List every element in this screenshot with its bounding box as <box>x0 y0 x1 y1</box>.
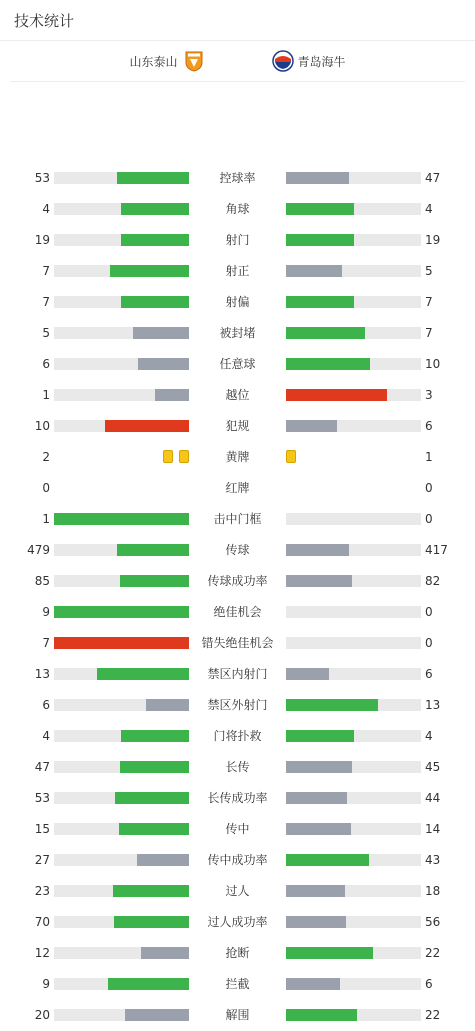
home-stat-value: 1 <box>42 388 50 402</box>
stat-label: 禁区内射门 <box>207 667 268 681</box>
away-stat-bar-fill <box>286 265 342 277</box>
away-stat-bar-fill <box>286 327 365 339</box>
home-stat-bar <box>54 606 189 618</box>
home-stat-bar <box>54 761 189 773</box>
home-stat-value: 15 <box>34 822 50 836</box>
away-stat-bar-fill <box>286 947 373 959</box>
away-stat-bar-fill <box>286 730 354 742</box>
away-stat-bar <box>286 544 421 556</box>
stat-label: 射门 <box>225 233 250 247</box>
away-stat-value: 4 <box>425 729 433 743</box>
away-stat-bar <box>286 234 421 246</box>
home-stat-value: 4 <box>42 202 50 216</box>
away-stat-value: 18 <box>425 884 441 898</box>
away-stat-bar <box>286 885 421 897</box>
away-stat-bar-fill <box>286 234 354 246</box>
home-stat-bar <box>54 668 189 680</box>
away-stat-bar <box>286 358 421 370</box>
away-stat-bar-fill <box>286 1009 357 1021</box>
stat-row <box>0 163 475 194</box>
stat-label: 传球 <box>225 543 250 557</box>
home-stat-bar-fill <box>125 1009 189 1021</box>
stat-label: 拦截 <box>225 977 250 991</box>
home-team-logo-icon <box>184 50 204 72</box>
away-stat-bar-fill <box>286 389 387 401</box>
away-stat-value: 0 <box>425 636 433 650</box>
away-team[interactable] <box>238 50 446 72</box>
stat-label: 角球 <box>225 202 250 216</box>
yellow-card-icon <box>163 450 173 463</box>
home-stat-bar <box>54 513 189 525</box>
away-stat-bar-fill <box>286 854 369 866</box>
home-stat-value: 479 <box>27 543 50 557</box>
home-stat-bar <box>54 544 189 556</box>
home-stat-bar-fill <box>114 916 189 928</box>
away-stat-value: 6 <box>425 977 433 991</box>
stat-row <box>0 504 475 535</box>
stat-label: 传中成功率 <box>207 853 268 867</box>
away-stat-value: 7 <box>425 326 433 340</box>
stat-row <box>0 659 475 690</box>
home-stat-value: 19 <box>34 233 50 247</box>
home-stat-value: 6 <box>42 698 50 712</box>
stat-row <box>0 256 475 287</box>
stat-row <box>0 783 475 814</box>
yellow-card-icon <box>286 450 296 463</box>
away-stat-bar <box>286 203 421 215</box>
away-stat-value: 14 <box>425 822 441 836</box>
away-stat-bar-fill <box>286 699 378 711</box>
stat-row <box>0 597 475 628</box>
away-stat-bar <box>286 513 421 525</box>
away-stat-bar-fill <box>286 172 349 184</box>
stat-label: 抢断 <box>225 946 250 960</box>
away-stat-bar <box>286 978 421 990</box>
home-stat-value: 9 <box>42 605 50 619</box>
away-stat-bar <box>286 265 421 277</box>
yellow-card-icon <box>179 450 189 463</box>
away-stat-bar-fill <box>286 668 329 680</box>
home-stat-value: 5 <box>42 326 50 340</box>
home-stat-value: 20 <box>34 1008 50 1022</box>
home-stat-bar <box>54 978 189 990</box>
away-stat-value: 82 <box>425 574 441 588</box>
home-stat-bar <box>54 637 189 649</box>
away-stat-bar-fill <box>286 916 346 928</box>
home-stat-bar <box>54 203 189 215</box>
away-stat-value: 13 <box>425 698 441 712</box>
stat-label: 击中门框 <box>213 512 262 526</box>
stat-row <box>0 752 475 783</box>
away-stat-bar-fill <box>286 420 337 432</box>
home-stat-bar <box>54 389 189 401</box>
stat-label: 传中 <box>225 822 250 836</box>
away-stat-value: 0 <box>425 512 433 526</box>
away-stat-bar <box>286 668 421 680</box>
home-stat-value: 12 <box>34 946 50 960</box>
stat-label: 被封堵 <box>219 326 256 340</box>
away-stat-bar <box>286 575 421 587</box>
home-stat-bar <box>54 358 189 370</box>
home-stat-bar-fill <box>121 203 189 215</box>
stat-label: 任意球 <box>219 357 256 371</box>
home-stat-bar-fill <box>115 792 189 804</box>
away-team-name: 青岛海牛 <box>297 54 346 69</box>
home-stat-bar <box>54 172 189 184</box>
stat-label: 红牌 <box>225 481 250 495</box>
home-stat-bar <box>54 420 189 432</box>
away-stat-value: 5 <box>425 264 433 278</box>
home-stat-bar <box>54 1009 189 1021</box>
home-stat-bar-fill <box>120 575 189 587</box>
home-stat-bar <box>54 885 189 897</box>
away-stat-value: 44 <box>425 791 441 805</box>
home-stat-bar-fill <box>54 637 189 649</box>
home-stat-bar-fill <box>105 420 189 432</box>
home-stat-bar-fill <box>121 234 189 246</box>
away-stat-value: 10 <box>425 357 441 371</box>
stat-label: 解围 <box>225 1008 250 1022</box>
away-stat-bar <box>286 172 421 184</box>
home-stat-bar-fill <box>137 854 189 866</box>
away-stat-bar-fill <box>286 792 347 804</box>
away-stat-value: 6 <box>425 667 433 681</box>
stat-label: 犯规 <box>225 419 250 433</box>
stat-label: 过人成功率 <box>207 915 268 929</box>
home-stat-bar <box>54 823 189 835</box>
stat-row <box>0 907 475 938</box>
stat-label: 传球成功率 <box>207 574 268 588</box>
stat-row <box>0 411 475 442</box>
home-stat-value: 7 <box>42 264 50 278</box>
stat-row <box>0 969 475 1000</box>
home-stat-value: 27 <box>34 853 50 867</box>
home-stat-value: 7 <box>42 295 50 309</box>
away-stat-bar <box>286 637 421 649</box>
away-stat-bar <box>286 916 421 928</box>
stat-row <box>0 628 475 659</box>
away-stat-value: 417 <box>425 543 448 557</box>
home-stat-bar-fill <box>117 172 189 184</box>
stat-row <box>0 814 475 845</box>
away-stat-bar-fill <box>286 978 340 990</box>
home-stat-bar-fill <box>108 978 189 990</box>
stat-row <box>0 442 475 473</box>
home-stat-bar-fill <box>97 668 189 680</box>
away-stat-bar <box>286 389 421 401</box>
home-stat-value: 4 <box>42 729 50 743</box>
home-stat-bar-fill <box>120 761 189 773</box>
home-stat-value: 53 <box>34 791 50 805</box>
home-stat-bar <box>54 296 189 308</box>
stat-label: 射偏 <box>225 295 250 309</box>
away-stat-bar-fill <box>286 296 354 308</box>
stat-label: 黄牌 <box>225 450 250 464</box>
home-stat-bar <box>54 792 189 804</box>
home-stat-bar-fill <box>133 327 189 339</box>
home-stat-bar-fill <box>121 296 189 308</box>
away-stat-bar <box>286 823 421 835</box>
section-title: 技术统计 <box>14 11 75 30</box>
stat-row <box>0 473 475 504</box>
away-stat-value: 22 <box>425 1008 441 1022</box>
home-stat-value: 0 <box>42 481 50 495</box>
away-stat-value: 4 <box>425 202 433 216</box>
away-stat-bar <box>286 854 421 866</box>
away-stat-bar-fill <box>286 761 352 773</box>
away-stat-value: 3 <box>425 388 433 402</box>
home-team-name: 山东泰山 <box>129 54 178 69</box>
stat-label: 射正 <box>225 264 250 278</box>
away-stat-value: 7 <box>425 295 433 309</box>
home-stat-bar-fill <box>121 730 189 742</box>
home-stat-bar-fill <box>54 606 189 618</box>
stat-row <box>0 876 475 907</box>
away-stat-bar <box>286 327 421 339</box>
home-stat-value: 9 <box>42 977 50 991</box>
stat-label: 控球率 <box>219 171 256 185</box>
home-stat-value: 7 <box>42 636 50 650</box>
away-stat-value: 19 <box>425 233 441 247</box>
away-stat-bar <box>286 792 421 804</box>
away-stat-bar-fill <box>286 823 351 835</box>
stat-label: 门将扑救 <box>213 729 262 743</box>
home-stat-value: 10 <box>34 419 50 433</box>
home-stat-value: 47 <box>34 760 50 774</box>
home-stat-bar-fill <box>138 358 189 370</box>
away-stat-value: 56 <box>425 915 441 929</box>
stat-label: 长传 <box>225 760 250 774</box>
home-stat-value: 6 <box>42 357 50 371</box>
away-stat-bar-fill <box>286 358 370 370</box>
stat-label: 过人 <box>225 884 250 898</box>
home-stat-bar <box>54 327 189 339</box>
away-stat-bar-fill <box>286 885 345 897</box>
teams-header <box>10 41 465 82</box>
section-header <box>0 0 475 41</box>
stat-row <box>0 194 475 225</box>
stat-row <box>0 1000 475 1031</box>
stat-row <box>0 318 475 349</box>
stat-row <box>0 287 475 318</box>
home-stat-bar-fill <box>110 265 189 277</box>
home-stat-bar-fill <box>54 513 189 525</box>
home-stat-bar <box>54 265 189 277</box>
away-cards <box>286 450 296 464</box>
stat-row <box>0 938 475 969</box>
away-stat-bar <box>286 730 421 742</box>
away-stat-bar <box>286 606 421 618</box>
away-stat-bar <box>286 420 421 432</box>
away-stat-bar <box>286 699 421 711</box>
stat-row <box>0 690 475 721</box>
home-stat-bar <box>54 854 189 866</box>
away-stat-value: 22 <box>425 946 441 960</box>
away-stat-value: 45 <box>425 760 441 774</box>
away-stat-bar <box>286 1009 421 1021</box>
home-stat-bar <box>54 699 189 711</box>
home-stat-value: 23 <box>34 884 50 898</box>
away-stat-value: 6 <box>425 419 433 433</box>
away-stat-value: 0 <box>425 605 433 619</box>
home-stat-value: 2 <box>42 450 50 464</box>
home-stat-bar <box>54 730 189 742</box>
away-stat-value: 47 <box>425 171 441 185</box>
home-stat-value: 13 <box>34 667 50 681</box>
stat-row <box>0 845 475 876</box>
home-stat-bar-fill <box>141 947 189 959</box>
away-stat-bar-fill <box>286 203 354 215</box>
home-stat-value: 85 <box>34 574 50 588</box>
stat-label: 越位 <box>225 388 250 402</box>
home-stat-value: 53 <box>34 171 50 185</box>
stat-row <box>0 535 475 566</box>
away-team-logo-icon <box>272 50 292 72</box>
stat-label: 绝佳机会 <box>213 605 262 619</box>
home-cards <box>163 450 189 464</box>
home-stat-bar <box>54 916 189 928</box>
away-stat-bar <box>286 296 421 308</box>
stat-label: 长传成功率 <box>207 791 268 805</box>
stat-row <box>0 721 475 752</box>
away-stat-value: 43 <box>425 853 441 867</box>
home-stat-bar-fill <box>117 544 189 556</box>
away-stat-value: 0 <box>425 481 433 495</box>
home-stat-bar-fill <box>113 885 189 897</box>
home-stat-bar <box>54 575 189 587</box>
home-stat-bar <box>54 234 189 246</box>
home-team[interactable] <box>30 50 238 72</box>
home-stat-value: 1 <box>42 512 50 526</box>
away-stat-bar-fill <box>286 575 352 587</box>
home-stat-bar-fill <box>146 699 189 711</box>
away-stat-value: 1 <box>425 450 433 464</box>
stat-label: 错失绝佳机会 <box>201 636 274 650</box>
away-stat-bar-fill <box>286 544 349 556</box>
stat-label: 禁区外射门 <box>207 698 268 712</box>
home-stat-value: 70 <box>34 915 50 929</box>
home-stat-bar <box>54 947 189 959</box>
stat-row <box>0 349 475 380</box>
away-stat-bar <box>286 761 421 773</box>
stat-row <box>0 566 475 597</box>
stat-row <box>0 380 475 411</box>
home-stat-bar-fill <box>119 823 189 835</box>
home-stat-bar-fill <box>155 389 189 401</box>
away-stat-bar <box>286 947 421 959</box>
stat-row <box>0 225 475 256</box>
